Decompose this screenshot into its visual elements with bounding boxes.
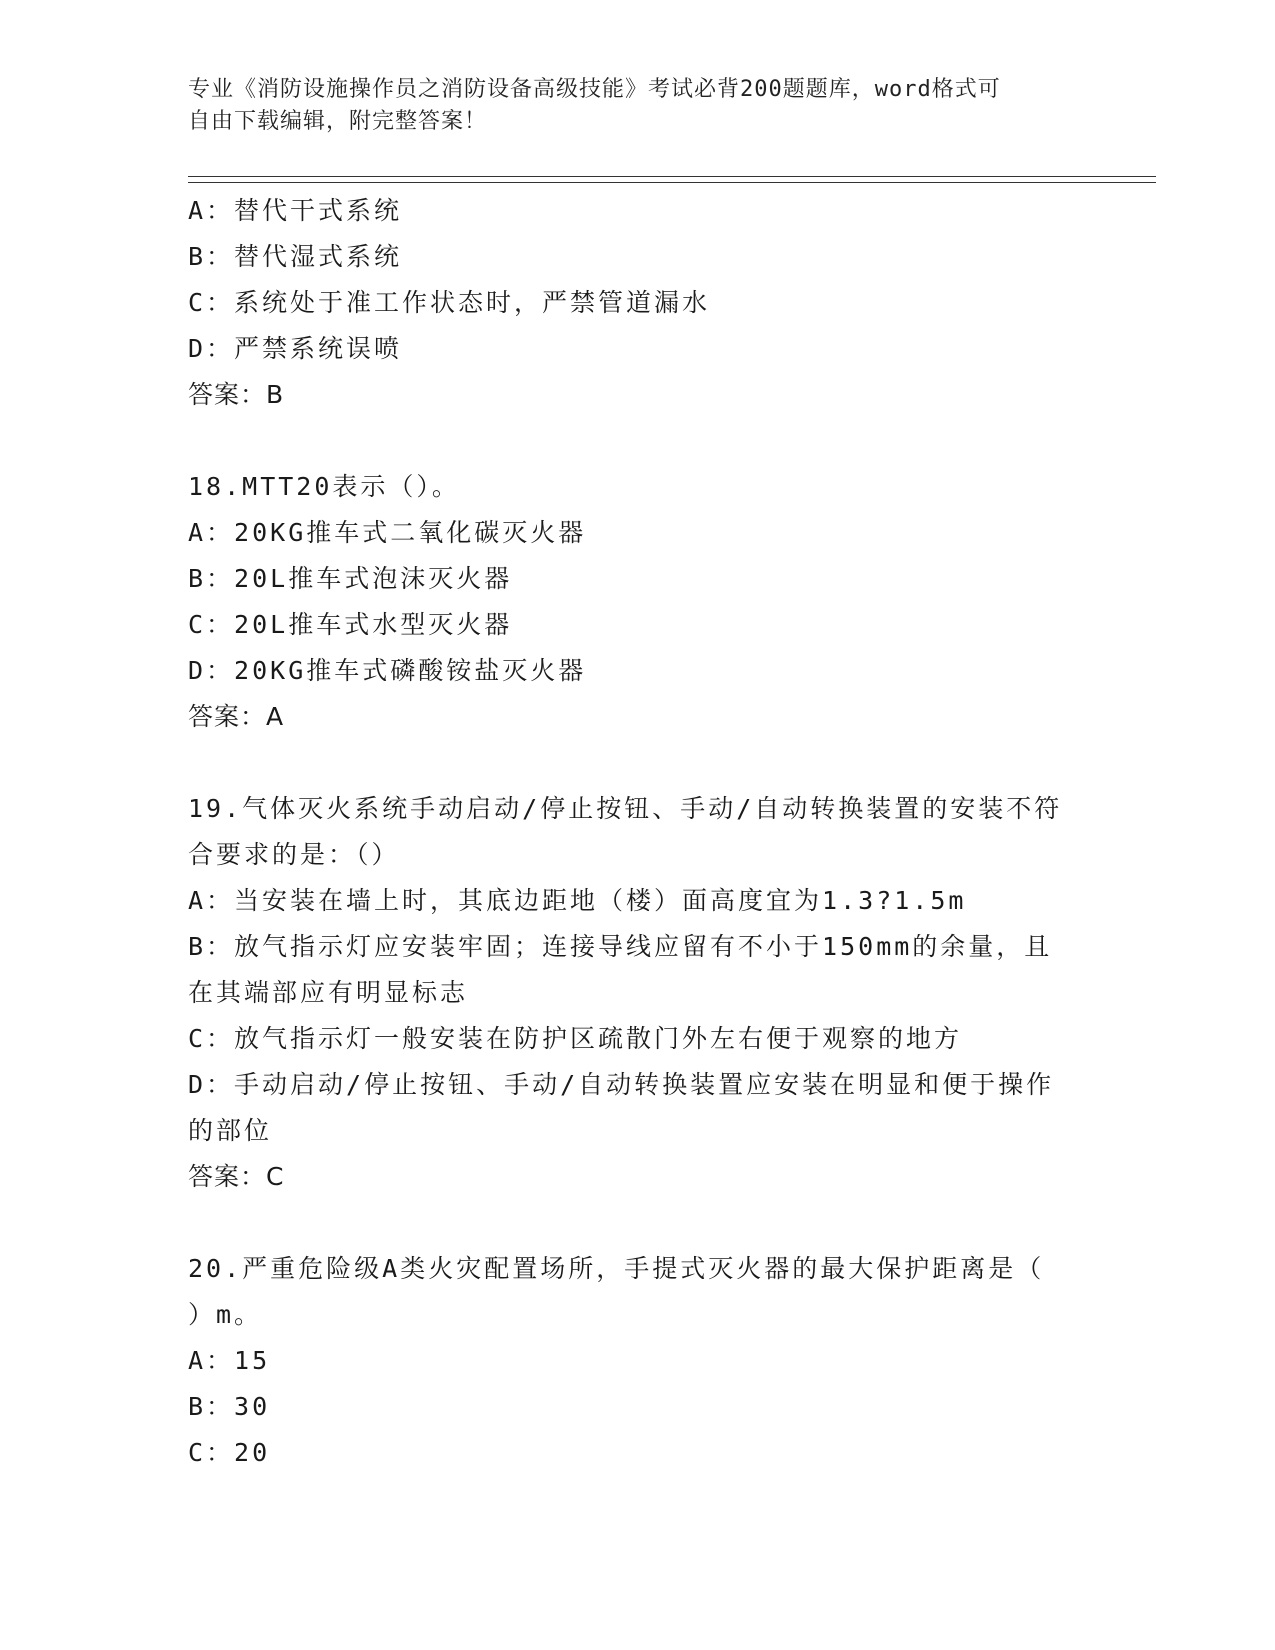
- spacer: [188, 1200, 1088, 1246]
- spacer: [188, 740, 1088, 786]
- question-text-line-2: 合要求的是：（）: [188, 840, 400, 869]
- option-d-line-1: D：手动启动/停止按钮、手动/自动转换装置应安装在明显和便于操作: [188, 1070, 1055, 1099]
- option-c: C：20L推车式水型灭火器: [188, 610, 513, 639]
- option-b-line-2: 在其端部应有明显标志: [188, 978, 469, 1007]
- option-d: D：严禁系统误喷: [188, 334, 403, 363]
- question-text-line-1: 19.气体灭火系统手动启动/停止按钮、手动/自动转换装置的安装不符: [188, 794, 1063, 823]
- question-list: [188, 188, 1088, 1476]
- question-17: [188, 188, 1088, 418]
- option-b-line-1: B：放气指示灯应安装牢固；连接导线应留有不小于150mm的余量，且: [188, 932, 1053, 961]
- option-b: B：20L推车式泡沫灭火器: [188, 564, 513, 593]
- header-divider-top: [188, 176, 1156, 177]
- option-c: C：放气指示灯一般安装在防护区疏散门外左右便于观察的地方: [188, 1024, 963, 1053]
- header-divider-bottom: [188, 182, 1156, 183]
- question-text-line-1: 20.严重危险级A类火灾配置场所，手提式灭火器的最大保护距离是（: [188, 1254, 1045, 1283]
- answer: 答案：C: [188, 1162, 285, 1191]
- option-a: A：15: [188, 1346, 271, 1375]
- option-d: D：20KG推车式磷酸铵盐灭火器: [188, 656, 587, 685]
- option-b: B：30: [188, 1392, 271, 1421]
- option-b: B：替代湿式系统: [188, 242, 403, 271]
- option-a: A：20KG推车式二氧化碳灭火器: [188, 518, 587, 547]
- document-header: [188, 74, 1068, 138]
- answer: 答案：B: [188, 380, 285, 409]
- header-line-2: 自由下载编辑，附完整答案！: [188, 109, 488, 134]
- header-line-1: 专业《消防设施操作员之消防设备高级技能》考试必背200题题库，word格式可: [188, 77, 1001, 102]
- option-c: C：系统处于准工作状态时，严禁管道漏水: [188, 288, 711, 317]
- option-d-line-2: 的部位: [188, 1116, 273, 1145]
- question-20: [188, 1246, 1088, 1476]
- question-18: [188, 464, 1088, 740]
- question-text-line-2: ）m。: [188, 1300, 263, 1329]
- question-text: 18.MTT20表示（）。: [188, 472, 460, 501]
- option-c: C：20: [188, 1438, 271, 1467]
- answer: 答案：A: [188, 702, 285, 731]
- question-19: [188, 786, 1088, 1200]
- spacer: [188, 418, 1088, 464]
- option-a: A：当安装在墙上时，其底边距地（楼）面高度宜为1.3?1.5m: [188, 886, 967, 915]
- option-a: A：替代干式系统: [188, 196, 403, 225]
